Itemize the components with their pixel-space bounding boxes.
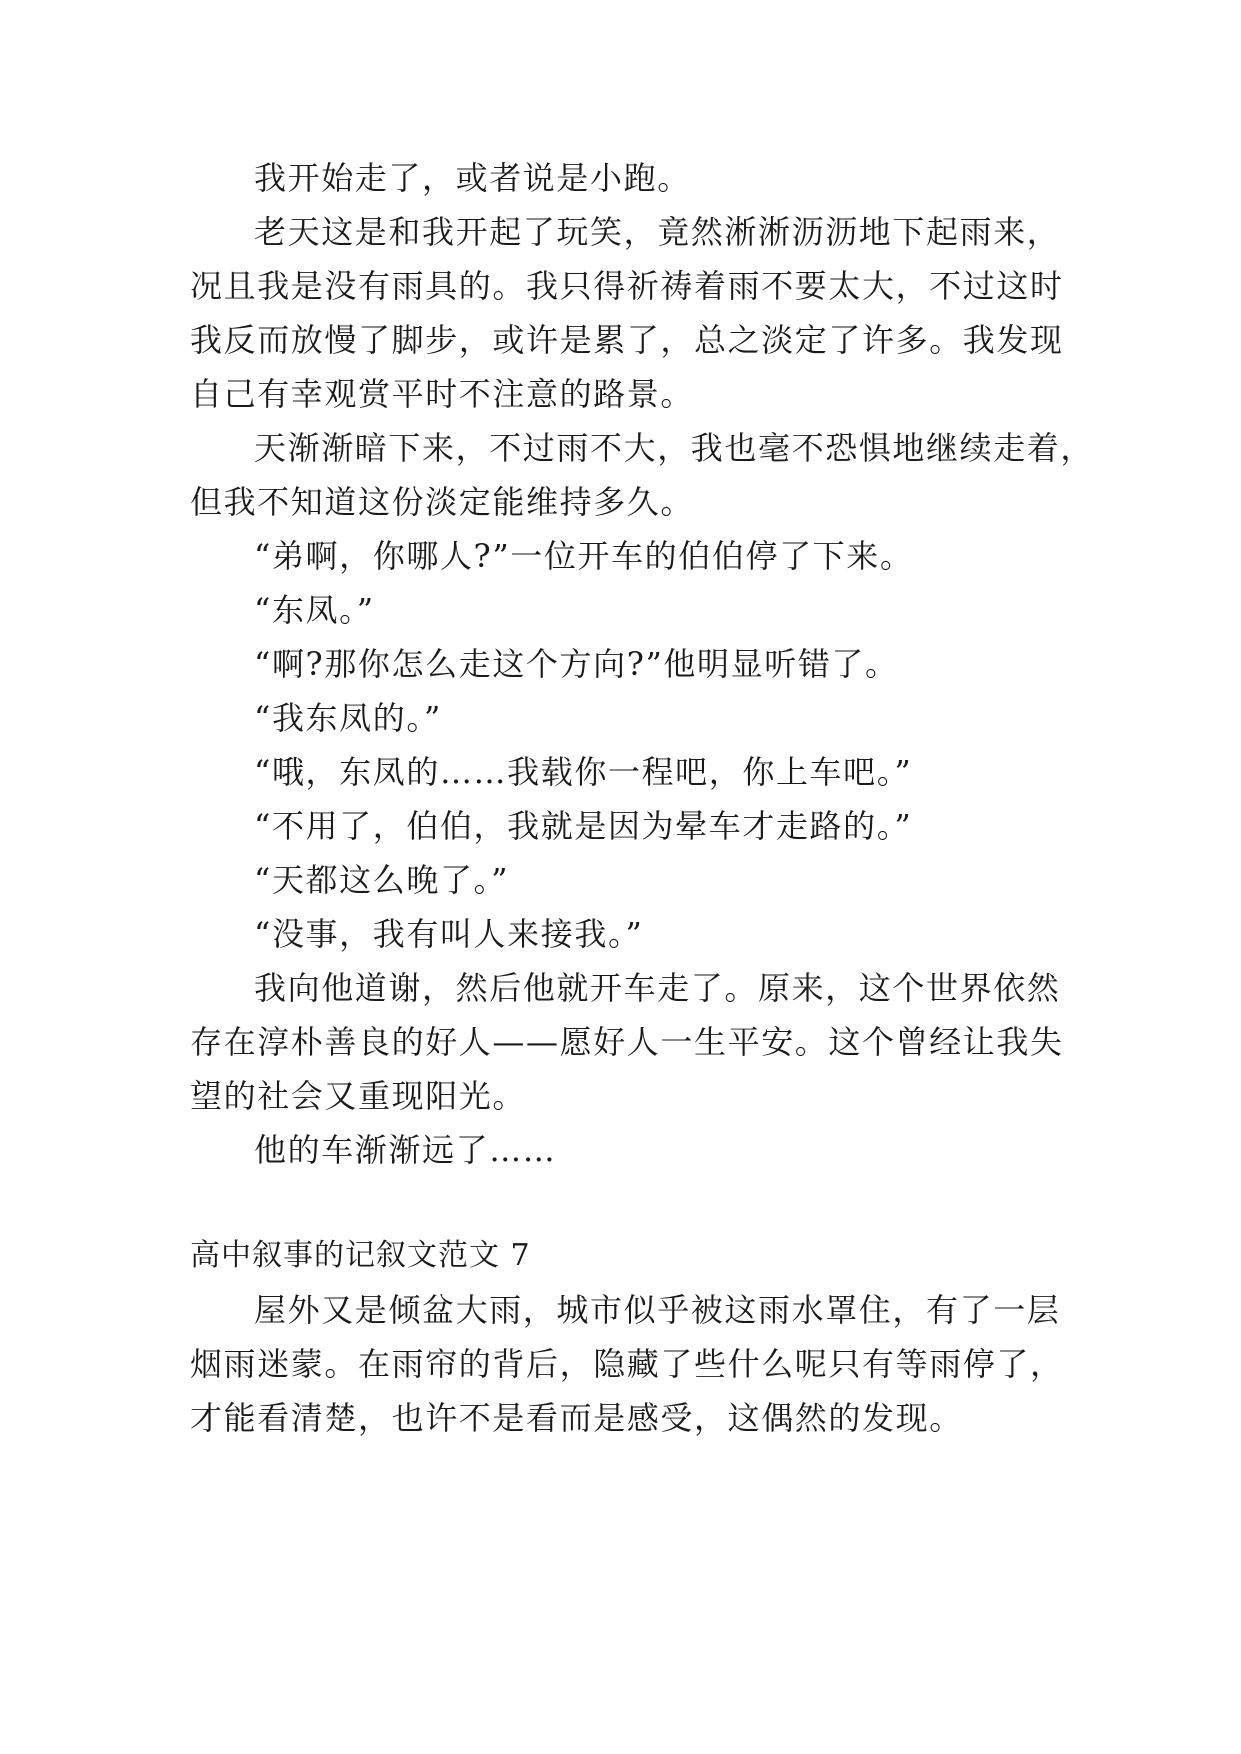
dialogue-line: “没事，我有叫人来接我。” [254, 915, 644, 953]
paragraph-line: 存在淳朴善良的好人——愿好人一生平安。这个曾经让我失 [190, 1023, 1064, 1061]
paragraph-line: 烟雨迷蒙。在雨帘的背后，隐藏了些什么呢只有等雨停了， [190, 1345, 1064, 1383]
dialogue-line: “弟啊，你哪人?”一位开车的伯伯停了下来。 [254, 537, 914, 575]
paragraph-line: 我反而放慢了脚步，或许是累了，总之淡定了许多。我发现 [190, 321, 1064, 359]
paragraph-line: 他的车渐渐远了…… [254, 1131, 557, 1169]
paragraph-line: 老天这是和我开起了玩笑，竟然淅淅沥沥地下起雨来， [254, 213, 1061, 251]
dialogue-line: “天都这么晚了。” [254, 861, 510, 899]
dialogue-line: “不用了，伯伯，我就是因为晕车才走路的。” [254, 807, 913, 845]
paragraph-line: 才能看清楚，也许不是看而是感受，这偶然的发现。 [190, 1399, 963, 1437]
dialogue-line: “东凤。” [254, 591, 375, 629]
paragraph-line: 况且我是没有雨具的。我只得祈祷着雨不要太大，不过这时 [190, 267, 1064, 305]
paragraph-line: 天渐渐暗下来，不过雨不大，我也毫不恐惧地继续走着， [254, 429, 1095, 467]
paragraph-line: 自己有幸观赏平时不注意的路景。 [190, 375, 695, 413]
paragraph-line: 望的社会又重现阳光。 [190, 1077, 527, 1115]
dialogue-line: “我东凤的。” [254, 699, 442, 737]
paragraph-line: 屋外又是倾盆大雨，城市似乎被这雨水罩住，有了一层 [254, 1291, 1061, 1329]
paragraph-line: 但我不知道这份淡定能维持多久。 [190, 483, 695, 521]
section-title: 高中叙事的记叙文范文 7 [190, 1238, 531, 1273]
dialogue-line: “哦，东凤的……我载你一程吧，你上车吧。” [254, 753, 913, 791]
paragraph-line: 我向他道谢，然后他就开车走了。原来，这个世界依然 [254, 969, 1061, 1007]
paragraph-line: 我开始走了，或者说是小跑。 [254, 159, 691, 197]
dialogue-line: “啊?那你怎么走这个方向?”他明显听错了。 [254, 645, 899, 683]
